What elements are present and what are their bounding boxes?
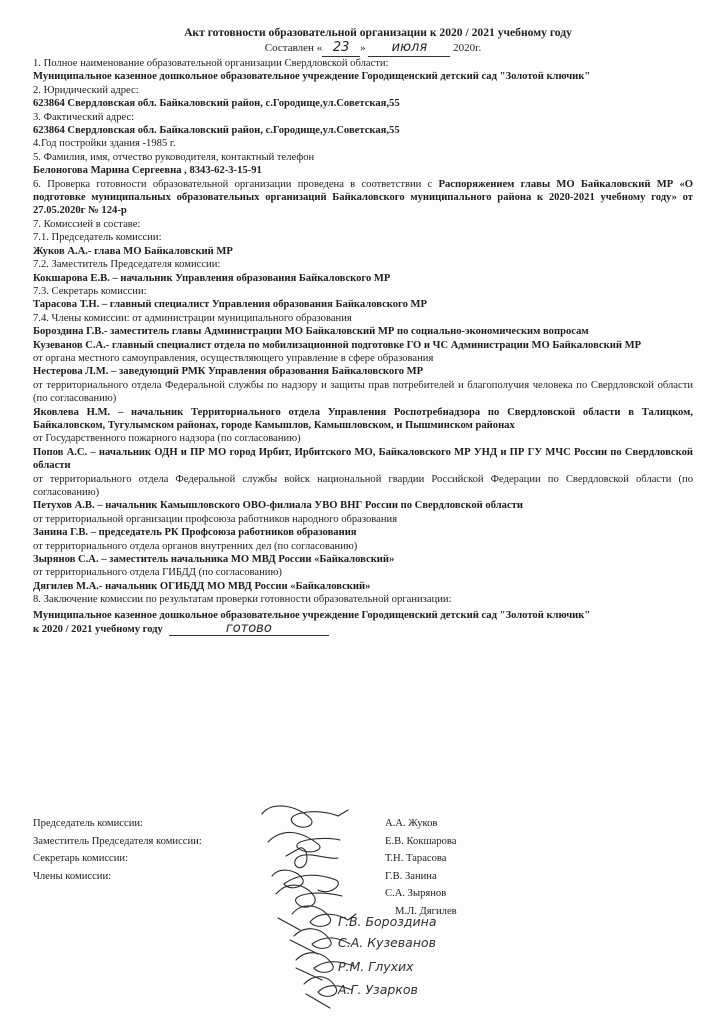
member-popov: Попов А.С. – начальник ОДН и ПР МО город Ирбит, Ирбитского МО, Байкаловского МР УНД и ПР ГУ МЧС России по Свердловской области [33, 446, 693, 472]
s5-label: 5. Фамилия, имя, отчество руководителя, контактный телефон [33, 151, 315, 163]
signature-role: Заместитель Председателя комиссии: [33, 835, 202, 847]
signature-role: Члены комиссии: [33, 870, 112, 882]
composed-month: июля [368, 40, 450, 57]
s73-label: 7.3. Секретарь комиссии: [33, 285, 147, 297]
signature-role: Секретарь комиссии: [33, 853, 129, 865]
s6-paragraph [33, 178, 693, 218]
composed-day: 23 [322, 40, 360, 57]
s2-value: 623864 Свердловская обл. Байкаловский район, с.Городище,ул.Советская,55 [33, 98, 400, 110]
handwritten-name-4: А.Г. Узарков [338, 982, 418, 997]
act-document [33, 26, 693, 636]
s4-build-year: 4.Год постройки здания -1985 г. [33, 138, 176, 150]
signature-name: С.А. Зырянов [385, 888, 447, 900]
s2-label: 2. Юридический адрес: [33, 84, 139, 96]
s1-label: 1. Полное наименование образовательной организации Свердловской области: [33, 58, 389, 69]
org-education: от органа местного самоуправления, осуществляющего управление в сфере образования [33, 352, 434, 364]
s7-label: 7. Комиссией в составе: [33, 218, 141, 230]
signature-name: Г.В. Занина [385, 870, 437, 882]
member-zanina: Занина Г.В. – председатель РК Профсоюза работников образования [33, 527, 357, 539]
signature-row [33, 833, 693, 851]
org-gibdd: от территориального отдела ГИБДД (по согласованию) [33, 567, 282, 579]
org-internal-affairs: от территориального отдела органов внутренних дел (по согласованию) [33, 540, 358, 552]
signature-row [33, 868, 693, 886]
signature-role: Председатель комиссии: [33, 818, 143, 829]
s73-value: Тарасова Т.Н. – главный специалист Управления образования Байкаловского МР [33, 299, 428, 311]
signature-stroke [278, 918, 330, 1008]
s71-value: Жуков А.А.- глава МО Байкаловский МР [33, 245, 233, 257]
s5-value: Белоногова Марина Сергеевна , 8343-62-3-15-91 [33, 165, 262, 177]
s72-value: Кокшарова Е.В. – начальник Управления образования Байкаловского МР [33, 272, 391, 284]
handwritten-name-3: Р.М. Глухих [338, 959, 414, 974]
signature-row [33, 885, 693, 903]
signature-name: Т.Н. Тарасова [385, 853, 447, 865]
signatures-block [33, 815, 693, 921]
org-fire-supervision: от Государственного пожарного надзора (по согласованию) [33, 433, 301, 445]
signature-row [33, 850, 693, 868]
member-nesterova: Нестерова Л.М. – заведующий РМК Управления образования Байкаловского МР [33, 366, 424, 378]
member-kuzevanov: Кузеванов С.А.- главный специалист отдела по мобилизационной подготовке ГО и ЧС Администрации МО Байкаловский МР [33, 339, 642, 351]
composed-date-line [53, 40, 693, 57]
member-zyryanov: Зырянов С.А. – заместитель начальника МО МВД России «Байкаловский» [33, 554, 395, 566]
member-borozdina: Бороздина Г.В.- заместитель главы Администрации МО Байкаловский МР по социально-экономическим вопросам [33, 326, 589, 338]
s8-label: 8. Заключение комиссии по результатам проверки готовности образовательной организации: [33, 594, 452, 606]
member-petukhov: Петухов А.В. – начальник Камышловского ОВО-филиала УВО ВНГ России по Свердловской области [33, 500, 523, 512]
member-yakovleva: Яковлева Н.М. – начальник Территориального отдела Управления Роспотребнадзора по Свердловской области в Талицком, Байкаловском, Тугулымском районах, городе Камышлов, Камышловском, и Пышминском районах [33, 406, 693, 431]
document-title: Акт готовности образовательной организации к 2020 / 2021 учебному году [184, 26, 572, 39]
s6-order: Распоряжением главы МО Байкаловский МР «О подготовке муниципальных образовательных организаций Байкаловского муниципального района к 2020-2021 учебному году» от 27.05.2020г № 124-р [33, 178, 693, 217]
s72-label: 7.2. Заместитель Председателя комиссии: [33, 259, 221, 271]
s3-value: 623864 Свердловская обл. Байкаловский район, с.Городище,ул.Советская,55 [33, 125, 400, 137]
signature-row [33, 815, 693, 833]
composed-year: 2020г. [453, 42, 482, 54]
handwritten-name-2: С.А. Кузеванов [338, 935, 437, 950]
org-national-guard: от территориального отдела Федеральной службы войск национальной гвардии Российской Федерации по Свердловской области (по согласованию) [33, 473, 693, 498]
s71-label: 7.1. Председатель комиссии: [33, 232, 162, 244]
signature-name: Е.В. Кокшарова [385, 835, 457, 847]
s74-label: 7.4. Члены комиссии: от администрации муниципального образования [33, 312, 352, 324]
org-trade-union: от территориальной организации профсоюза работников народного образования [33, 513, 398, 525]
signature-name: А.А. Жуков [385, 818, 438, 829]
signature-name: М.Л. Дягилев [395, 905, 457, 917]
handwritten-name-1: Г.В. Бороздина [338, 914, 437, 929]
member-dyagilev: Дягилев М.А.- начальник ОГИБДД МО МВД России «Байкаловский» [33, 580, 371, 592]
composed-mid: » [360, 42, 366, 54]
s8-conclusion [33, 609, 593, 637]
s8-value: Муниципальное казенное дошкольное образовательное учреждение Городищенский детский сад "Золотой ключик" к 2020 / 2021 учебному году [33, 609, 591, 636]
composed-prefix: Составлен « [264, 42, 323, 54]
s6-prefix: 6. Проверка готовности образовательной организации проведена в соответствии с [33, 178, 433, 190]
s1-value: Муниципальное казенное дошкольное образовательное учреждение Городищенский детский сад "Золотой ключик" [33, 71, 591, 83]
s8-handwritten-ready: готово [169, 622, 329, 636]
org-rospotrebnadzor: от территориального отдела Федеральной службы по надзору и защиты прав потребителей и благополучия человека по Свердловской области (по согласованию) [33, 379, 693, 405]
s3-label: 3. Фактический адрес: [33, 111, 135, 123]
